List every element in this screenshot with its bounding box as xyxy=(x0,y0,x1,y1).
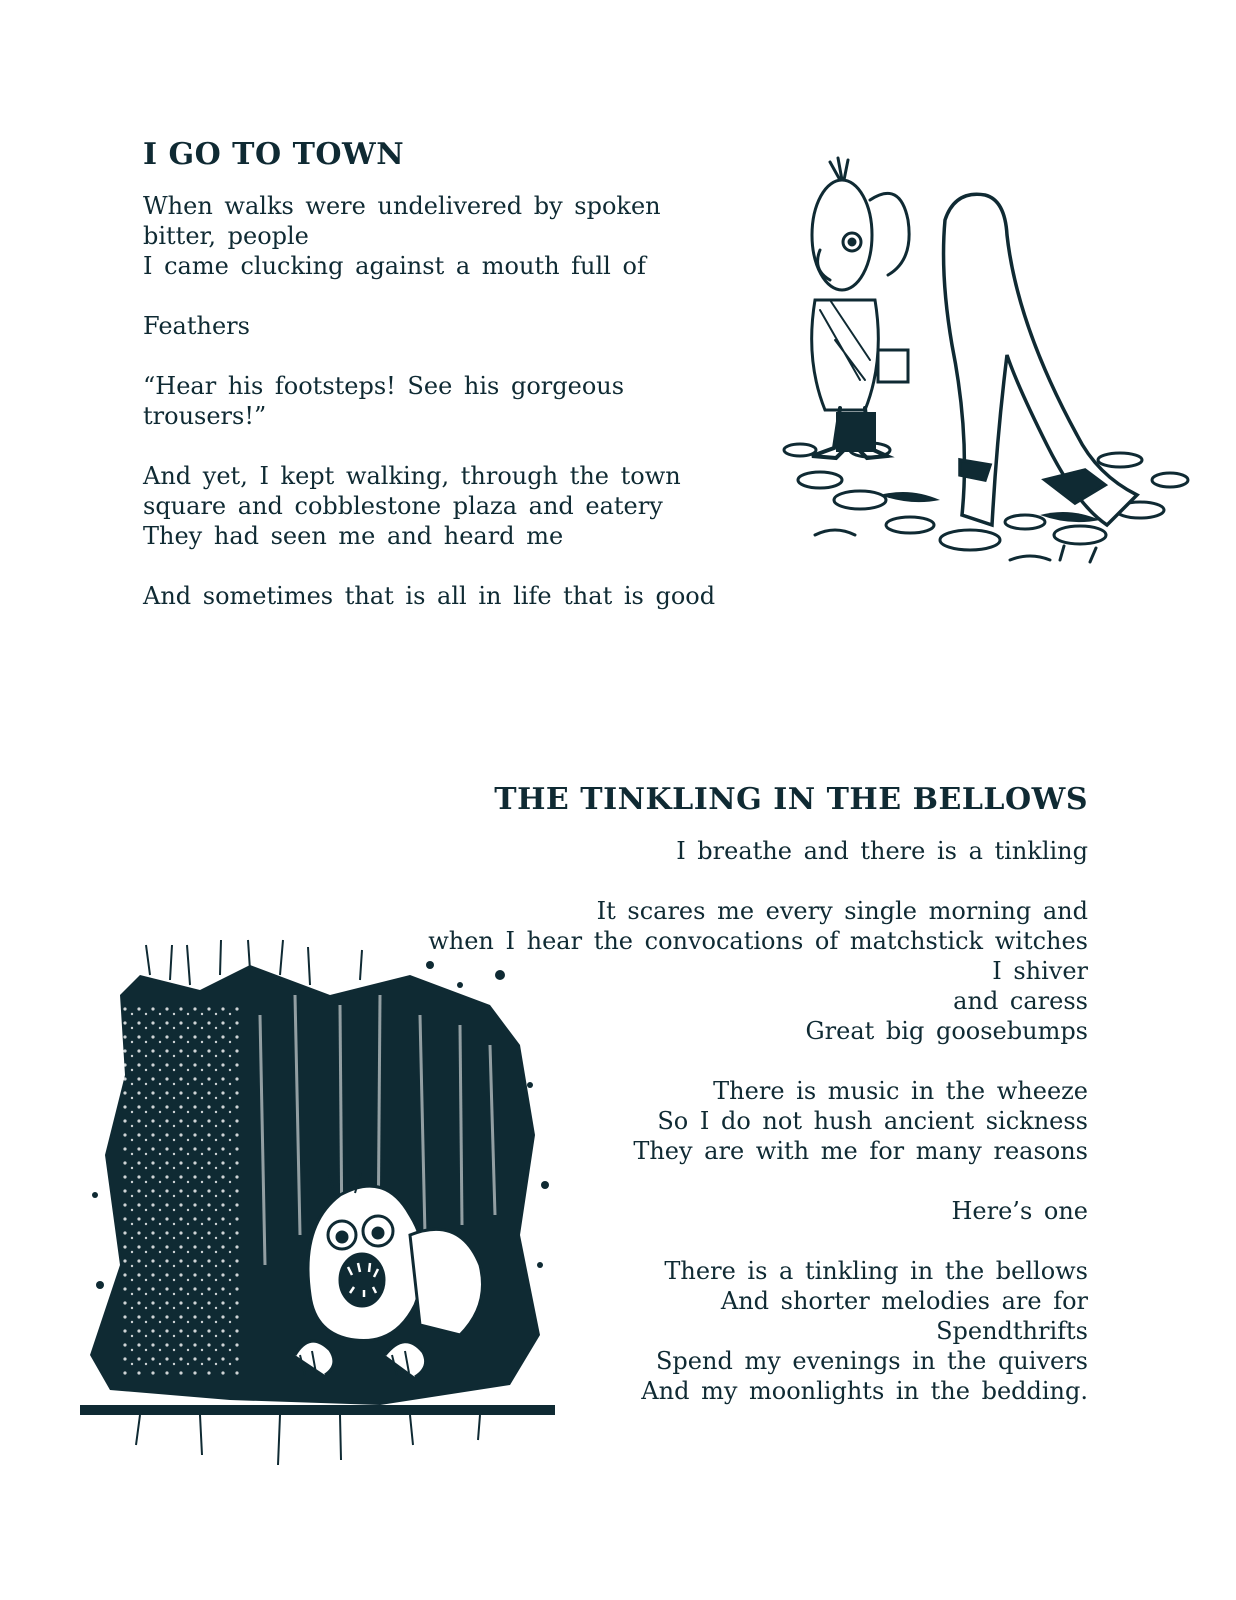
stanza xyxy=(143,371,783,431)
stanza xyxy=(143,311,783,341)
poem-line: There is a tinkling in the bellows xyxy=(664,1257,1088,1285)
poem-i-go-to-town xyxy=(143,138,783,641)
poem-line: They are with me for many reasons xyxy=(633,1137,1088,1165)
poem-line: “Hear his footsteps! See his gorgeous xyxy=(143,372,625,400)
creature-forest-illustration xyxy=(80,935,555,1475)
stanza xyxy=(143,461,783,551)
poem-line: bitter, people xyxy=(143,222,309,250)
stanza xyxy=(143,191,783,281)
poem-line: square and cobblestone plaza and eatery xyxy=(143,492,663,520)
stanza xyxy=(143,581,783,611)
poem-line: They had seen me and heard me xyxy=(143,522,564,550)
poem-line: Here’s one xyxy=(951,1197,1088,1225)
poem-line: I shiver xyxy=(992,957,1088,985)
poem-line: There is music in the wheeze xyxy=(713,1077,1088,1105)
poem-line: So I do not hush ancient sickness xyxy=(657,1107,1088,1135)
poem-line: Feathers xyxy=(143,312,250,340)
poem-line: It scares me every single morning and xyxy=(596,897,1088,925)
poem-line: Spendthrifts xyxy=(936,1317,1088,1345)
poem-title: THE TINKLING IN THE BELLOWS xyxy=(494,782,1088,817)
poem-line: Spend my evenings in the quivers xyxy=(655,1347,1088,1375)
man-walking-illustration xyxy=(760,150,1200,580)
poem-line: And yet, I kept walking, through the town xyxy=(143,462,681,490)
poem-title: I GO TO TOWN xyxy=(143,137,405,172)
poem-line: when I hear the convocations of matchstick witches xyxy=(428,927,1088,955)
stanza xyxy=(328,836,1088,866)
poem-line: trousers!” xyxy=(143,402,267,430)
poem-line: When walks were undelivered by spoken xyxy=(143,192,661,220)
poem-line: And my moonlights in the bedding. xyxy=(641,1377,1088,1405)
poem-line: I breathe and there is a tinkling xyxy=(676,837,1088,865)
poem-line: I came clucking against a mouth full of xyxy=(143,252,646,280)
poem-line: And shorter melodies are for xyxy=(720,1287,1088,1315)
poem-line: Great big goosebumps xyxy=(805,1017,1088,1045)
poem-line: And sometimes that is all in life that is good xyxy=(143,582,716,610)
poem-line: and caress xyxy=(953,987,1088,1015)
